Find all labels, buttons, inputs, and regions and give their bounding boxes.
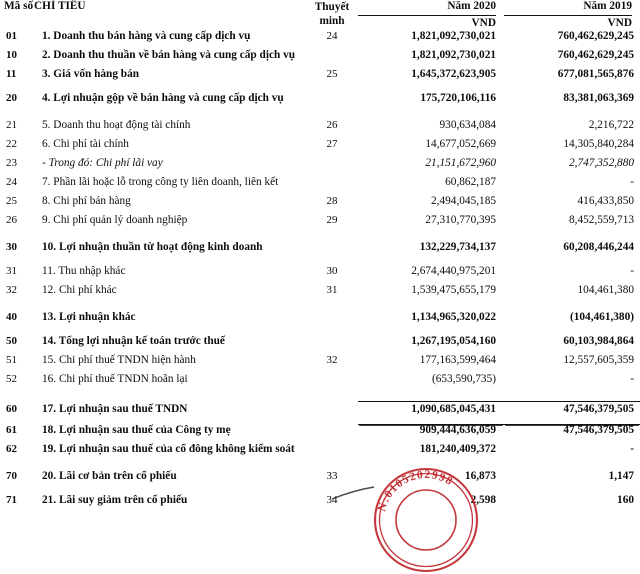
row-note-ref: 25 (326, 67, 338, 80)
column-header-note (306, 0, 358, 31)
row-value-2020: 1,539,475,655,179 (411, 283, 496, 296)
row-code: 21 (6, 118, 17, 131)
row-value-2020: 2,598 (470, 493, 496, 506)
currency-current-label: VND (471, 16, 496, 29)
row-note-ref (306, 158, 358, 177)
row-value-2020: 27,310,770,395 (425, 213, 496, 226)
row-value-2020: 2,494,045,185 (431, 194, 496, 207)
row-item-label: 18. Lợi nhuận sau thuế của Công ty mẹ (42, 423, 231, 436)
table-row (0, 374, 640, 393)
row-note-ref (306, 177, 358, 196)
row-code: 60 (6, 402, 17, 415)
row-value-2019: (104,461,380) (569, 310, 634, 323)
row-item-label: 17. Lợi nhuận sau thuế TNDN (42, 402, 188, 415)
row-item-label: 9. Chi phí quản lý doanh nghiệp (42, 213, 188, 226)
row-code: 24 (6, 175, 17, 188)
row-item-label: 20. Lãi cơ bản trên cổ phiếu (42, 469, 177, 482)
table-row (0, 215, 640, 234)
table-row (0, 93, 640, 112)
row-value-2020: 1,821,092,730,021 (411, 48, 496, 61)
row-note-ref: 34 (326, 493, 338, 506)
row-value-2019: 60,208,446,244 (563, 240, 634, 253)
row-code: 62 (6, 442, 17, 455)
row-value-2020: 1,821,092,730,021 (411, 29, 496, 42)
row-code: 23 (6, 156, 17, 169)
row-value-2019: 760,462,629,245 (557, 29, 634, 42)
row-value-2019: 8,452,559,713 (569, 213, 634, 226)
row-note-ref: 24 (326, 29, 338, 42)
row-value-2020: 177,163,599,464 (419, 353, 496, 366)
table-row (0, 242, 640, 261)
row-code: 71 (6, 493, 17, 506)
row-item-label: 5. Doanh thu hoạt động tài chính (42, 118, 191, 131)
table-header (0, 0, 640, 31)
row-value-2019: 104,461,380 (577, 283, 634, 296)
row-note-ref (306, 444, 358, 463)
note-header-line2: minh (319, 15, 345, 28)
note-header-line1: Thuyết (314, 1, 350, 13)
row-item-label: 8. Chi phí bán hàng (42, 194, 131, 207)
table-row (0, 158, 640, 177)
row-note-ref (306, 374, 358, 393)
column-header-year-prior (504, 0, 640, 31)
row-value-2019: 677,081,565,876 (557, 67, 634, 80)
row-note-ref (306, 50, 358, 69)
row-item-label: 14. Tổng lợi nhuận kế toán trước thuế (42, 334, 225, 347)
row-item-label: 15. Chi phí thuế TNDN hiện hành (42, 353, 196, 366)
row-value-2019: 416,433,850 (577, 194, 634, 207)
row-value-2020: 16,873 (464, 469, 496, 482)
row-note-ref: 30 (326, 264, 338, 277)
row-value-2019: 1,147 (608, 469, 634, 482)
row-code: 22 (6, 137, 17, 150)
row-item-label: 6. Chi phí tài chính (42, 137, 129, 150)
row-value-2019: 760,462,629,245 (557, 48, 634, 61)
row-note-ref: 29 (326, 213, 338, 226)
currency-prior-label: VND (607, 16, 632, 29)
row-value-2019: 160 (617, 493, 634, 506)
row-code: 52 (6, 372, 17, 385)
row-value-2020: 909,444,636,059 (419, 423, 496, 436)
row-note-ref (306, 242, 358, 261)
row-value-2020: 132,229,734,137 (419, 240, 496, 253)
table-row (0, 31, 640, 50)
row-note-ref: 26 (326, 118, 338, 131)
row-code: 11 (6, 67, 17, 80)
table-row (0, 355, 640, 374)
row-value-2019: - (630, 175, 634, 188)
year-current-label: Năm 2020 (358, 0, 496, 16)
table-row (0, 444, 640, 463)
table-row (0, 336, 640, 355)
table-body (0, 31, 640, 514)
row-code: 61 (6, 423, 17, 436)
row-value-2019: 60,103,984,864 (563, 334, 634, 347)
table-row (0, 266, 640, 285)
row-value-2020: 14,677,052,669 (425, 137, 496, 150)
table-row (0, 177, 640, 196)
row-note-ref: 28 (326, 194, 338, 207)
row-value-2019: 83,381,063,369 (563, 91, 634, 104)
row-value-2019: - (630, 442, 634, 455)
row-note-ref: 27 (326, 137, 338, 150)
table-row (0, 196, 640, 215)
row-code: 01 (6, 29, 17, 42)
table-row (0, 120, 640, 139)
row-code: 32 (6, 283, 17, 296)
row-value-2020: 2,674,440,975,201 (411, 264, 496, 277)
row-value-2019: 14,305,840,284 (563, 137, 634, 150)
row-note-ref (306, 424, 358, 444)
row-value-2020: 21,151,672,960 (425, 156, 496, 169)
row-note-ref (306, 312, 358, 331)
row-note-ref (306, 93, 358, 112)
table-row (0, 50, 640, 69)
row-value-2020: 175,720,106,116 (420, 91, 496, 104)
row-code: 20 (6, 91, 17, 104)
row-item-label: 3. Giá vốn hàng bán (42, 67, 139, 80)
table-row (0, 285, 640, 304)
table-row (0, 424, 640, 444)
table-row (0, 401, 640, 424)
row-spacer (0, 393, 640, 402)
row-code: 51 (6, 353, 17, 366)
row-item-label: 13. Lợi nhuận khác (42, 310, 136, 323)
row-value-2020: 1,090,685,045,431 (358, 401, 504, 424)
row-item-label: - Trong đó: Chi phí lãi vay (42, 156, 163, 169)
year-prior-label: Năm 2019 (504, 0, 632, 16)
table-row (0, 471, 640, 490)
row-code: 25 (6, 194, 17, 207)
row-item-label: 2. Doanh thu thuần về bán hàng và cung cấp dịch vụ (42, 48, 296, 61)
row-value-2019: 2,216,722 (588, 118, 634, 131)
row-item-label: 11. Thu nhập khác (42, 264, 126, 277)
row-value-2019: 47,546,379,505 (563, 423, 634, 436)
column-header-code: Mã số (4, 0, 34, 12)
row-value-2020: 1,645,372,623,905 (411, 67, 496, 80)
row-value-2020: (653,590,735) (431, 372, 496, 385)
table-row (0, 139, 640, 158)
row-code: 10 (6, 48, 17, 61)
row-item-label: 7. Phần lãi hoặc lỗ trong công ty liên doanh, liên kết (42, 175, 279, 188)
row-value-2020: 60,862,187 (445, 175, 496, 188)
row-value-2019: 12,557,605,359 (563, 353, 634, 366)
row-code: 50 (6, 334, 17, 347)
row-item-label: 19. Lợi nhuận sau thuế của cổ đông không kiểm soát (42, 442, 295, 455)
row-note-ref (306, 401, 358, 424)
row-value-2020: 930,634,084 (439, 118, 496, 131)
table-row (0, 69, 640, 88)
row-item-label: 1. Doanh thu bán hàng và cung cấp dịch vụ (42, 29, 251, 42)
row-item-label: 16. Chi phí thuế TNDN hoãn lại (42, 372, 188, 385)
row-item-label: 4. Lợi nhuận gộp về bán hàng và cung cấp dịch vụ (42, 91, 284, 104)
row-value-2020: 1,134,965,320,022 (411, 310, 496, 323)
row-code: 40 (6, 310, 17, 323)
row-item-label: 10. Lợi nhuận thuần từ hoạt động kinh doanh (42, 240, 263, 253)
row-note-ref: 32 (326, 353, 338, 366)
column-header-year-current (358, 0, 504, 31)
table-row (0, 312, 640, 331)
row-value-2020: 1,267,195,054,160 (411, 334, 496, 347)
row-value-2019: - (630, 264, 634, 277)
row-value-2020: 181,240,409,372 (419, 442, 496, 455)
row-code: 31 (6, 264, 17, 277)
row-code: 26 (6, 213, 17, 226)
row-value-2019: 2,747,352,880 (569, 156, 634, 169)
row-code: 70 (6, 469, 17, 482)
row-item-label: 12. Chi phí khác (42, 283, 117, 296)
row-note-ref: 31 (326, 283, 338, 296)
row-item-label: 21. Lãi suy giảm trên cổ phiếu (42, 493, 188, 506)
row-note-ref (306, 336, 358, 355)
svg-text:N:0105202998: N:0105202998 (375, 468, 456, 513)
row-value-2019: - (630, 372, 634, 385)
table-row (0, 495, 640, 514)
row-note-ref: 33 (326, 469, 338, 482)
row-value-2019: 47,546,379,505 (504, 401, 640, 424)
column-header-item: CHỈ TIÊU (34, 0, 86, 12)
row-code: 30 (6, 240, 17, 253)
